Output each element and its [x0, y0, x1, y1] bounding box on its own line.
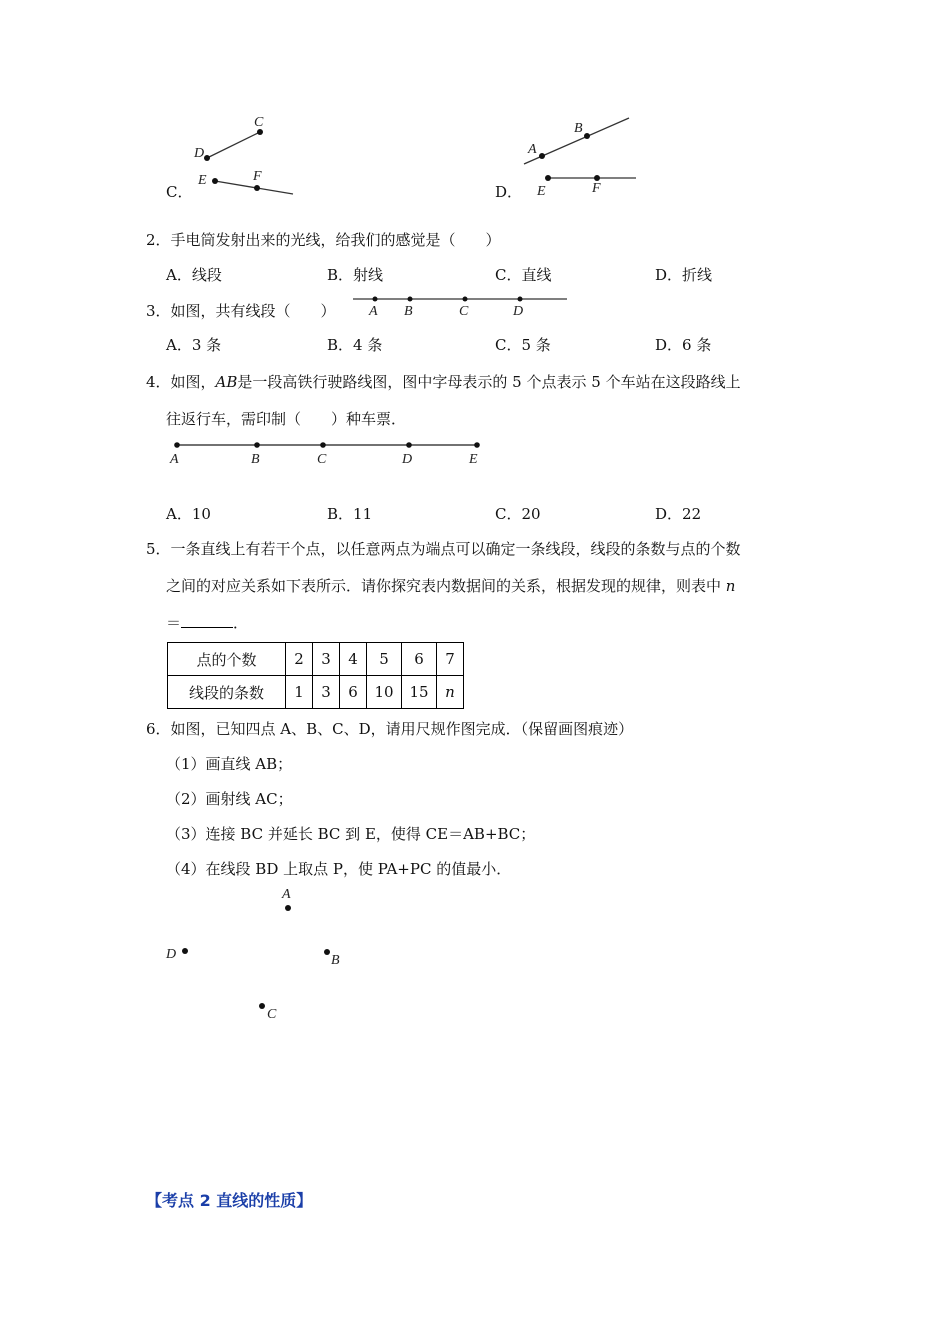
q4-label-b: B	[251, 452, 260, 467]
q6-step-2: （2）画射线 AC；	[166, 790, 293, 808]
q2-option-b: B．射线	[327, 266, 384, 284]
table-cell: 3	[313, 676, 340, 709]
label-f: F	[253, 169, 262, 184]
table-cell: 10	[367, 676, 402, 709]
q2-stem: 2．手电筒发射出来的光线，给我们的感觉是（ ）	[146, 231, 501, 249]
point-e	[212, 178, 218, 184]
q6-point-b	[324, 949, 330, 955]
q3-label-b: B	[404, 304, 413, 319]
q5-line1: 5．一条直线上有若干个点，以任意两点为端点可以确定一条线段，线段的条数与点的个数	[146, 540, 741, 558]
q6-step-4: （4）在线段 BD 上取点 P，使 PA+PC 的值最小．	[166, 860, 512, 878]
q5-line3: ＝ ．	[166, 614, 249, 632]
table-cell: 1	[286, 676, 313, 709]
figure-c	[190, 108, 300, 200]
q4-option-a: A．10	[166, 505, 211, 523]
q2-option-d: D．折线	[655, 266, 713, 284]
point-a	[539, 153, 545, 159]
q4-point-b	[254, 442, 260, 448]
point-e-d	[545, 175, 551, 181]
q3-point-a	[373, 297, 378, 302]
table-cell: 5	[367, 643, 402, 676]
q4-line1: 4．如图，AB是一段高铁行驶路线图，图中字母表示的 5 个点表示 5 个车站在这段路线上	[146, 373, 741, 391]
answer-blank	[181, 613, 233, 628]
label-f-d: F	[592, 181, 601, 196]
q6-label-c: C	[267, 1007, 277, 1022]
q6-point-c	[259, 1003, 265, 1009]
q4-point-e	[474, 442, 480, 448]
figure-d	[520, 108, 640, 200]
q3-option-a: A．3 条	[166, 336, 222, 354]
table-cell: 3	[313, 643, 340, 676]
q6-label-d: D	[166, 947, 177, 962]
q6-label-a: A	[282, 887, 291, 902]
table-cell: 6	[340, 676, 367, 709]
option-d-label: D．	[495, 183, 523, 201]
line-dc	[207, 132, 260, 158]
label-c: C	[254, 115, 264, 130]
table-cell: 15	[402, 676, 437, 709]
q6-point-a	[285, 905, 291, 911]
q6-point-d	[182, 948, 188, 954]
q6-step-3: （3）连接 BC 并延长 BC 到 E，使得 CE＝AB+BC；	[166, 825, 536, 843]
q4-line2: 往返行车，需印制（ ）种车票．	[166, 410, 407, 428]
q4-option-c: C．20	[495, 505, 541, 523]
q6-step-1: （1）画直线 AB；	[166, 755, 293, 773]
table-cell: n	[437, 676, 464, 709]
table-row	[168, 676, 464, 709]
q3-point-c	[463, 297, 468, 302]
q3-stem: 3．如图，共有线段（ ）	[146, 302, 336, 320]
q3-point-b	[408, 297, 413, 302]
label-e: E	[198, 173, 207, 188]
section-title: 【考点 2 直线的性质】	[146, 1191, 313, 1210]
point-f	[254, 185, 260, 191]
label-b: B	[574, 121, 583, 136]
q4-figure	[165, 435, 490, 469]
q4-label-e: E	[469, 452, 478, 467]
option-c-label: C．	[166, 183, 193, 201]
label-d: D	[194, 146, 205, 161]
table-row	[168, 643, 464, 676]
table-cell: 4	[340, 643, 367, 676]
table-cell: 点的个数	[168, 643, 286, 676]
table-cell: 7	[437, 643, 464, 676]
q6-stem: 6．如图，已知四点 A、B、C、D，请用尺规作图完成．（保留画图痕迹）	[146, 720, 634, 738]
q6-figure	[160, 880, 360, 1030]
table-cell: 6	[402, 643, 437, 676]
q4-label-d: D	[402, 452, 413, 467]
q4-option-b: B．11	[327, 505, 373, 523]
q2-option-a: A．线段	[166, 266, 222, 284]
q5-table	[167, 642, 464, 709]
q3-label-d: D	[513, 304, 524, 319]
q4-label-a: A	[170, 452, 179, 467]
q3-point-d	[518, 297, 523, 302]
q6-label-b: B	[331, 953, 340, 968]
label-e-d: E	[537, 184, 546, 199]
q4-option-d: D．22	[655, 505, 702, 523]
q5-line2: 之间的对应关系如下表所示．请你探究表内数据间的关系，根据发现的规律，则表中 n	[166, 577, 736, 595]
point-d	[204, 155, 210, 161]
q3-label-c: C	[459, 304, 469, 319]
q4-point-c	[320, 442, 326, 448]
q4-label-c: C	[317, 452, 327, 467]
table-cell: 线段的条数	[168, 676, 286, 709]
point-b	[584, 133, 590, 139]
q3-option-d: D．6 条	[655, 336, 712, 354]
q3-label-a: A	[369, 304, 378, 319]
label-a: A	[528, 142, 537, 157]
q2-option-c: C．直线	[495, 266, 552, 284]
q3-option-c: C．5 条	[495, 336, 551, 354]
q3-option-b: B．4 条	[327, 336, 383, 354]
q4-point-a	[174, 442, 180, 448]
q3-figure	[350, 290, 570, 320]
q4-point-d	[406, 442, 412, 448]
table-cell: 2	[286, 643, 313, 676]
